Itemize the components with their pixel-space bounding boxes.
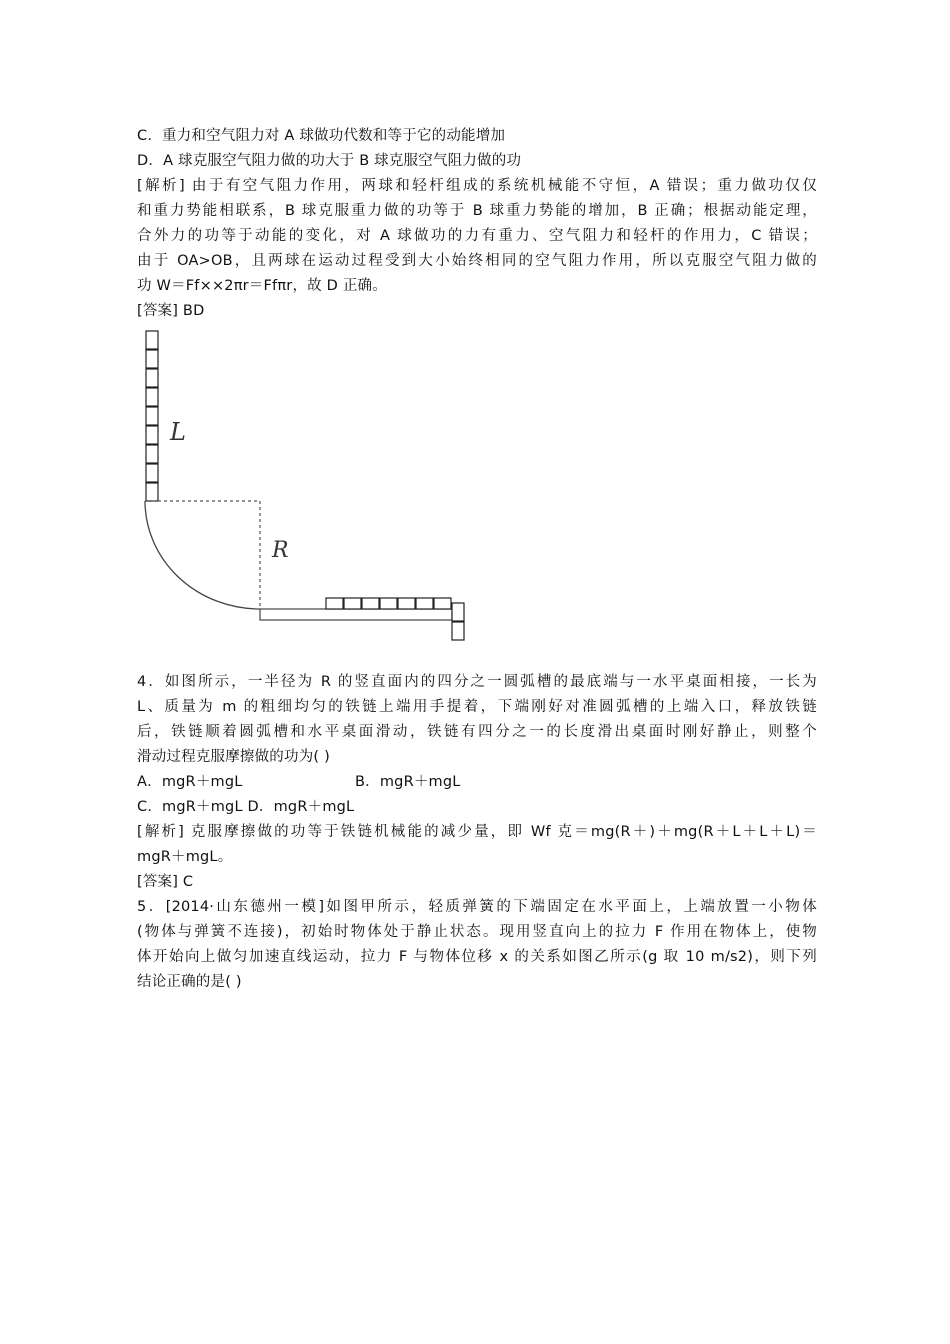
q3-analysis-line: 和重力势能相联系，B 球克服重力做的功等于 B 球重力势能的增加，B 正确；根据动能定理， — [137, 203, 817, 219]
q4-option-cd: C．mgR＋mgL D．mgR＋mgL — [137, 799, 355, 815]
q3-answer: [答案] BD — [137, 303, 205, 319]
q5-stem-line: 结论正确的是( ) — [137, 974, 242, 990]
q4-analysis-line: [解析] 克服摩擦做的功等于铁链机械能的减少量，即 Wf 克＝mg(R＋)＋mg(R＋L＋L＋L)＝ — [137, 824, 817, 840]
q5-stem-line: 5．[2014·山东德州一模]如图甲所示，轻质弹簧的下端固定在水平面上，上端放置一小物体 — [137, 899, 817, 915]
q5-stem-line: (物体与弹簧不连接)，初始时物体处于静止状态。现用竖直向上的拉力 F 作用在物体上，使物 — [137, 924, 817, 940]
q4-stem-line: L、质量为 m 的粗细均匀的铁链上端用手提着，下端刚好对准圆弧槽的上端入口，释放铁链 — [137, 699, 817, 715]
q4-stem-line: 4．如图所示，一半径为 R 的竖直面内的四分之一圆弧槽的最底端与一水平桌面相接，一长为 — [137, 674, 817, 690]
q3-analysis-line: 功 W＝Ff××2πr＝Ffπr，故 D 正确。 — [137, 278, 387, 294]
chain-track-figure — [130, 325, 480, 645]
label-R: R — [272, 538, 289, 563]
table-surface — [260, 609, 452, 620]
q4-option-a: A．mgR＋mgL — [137, 774, 243, 790]
q3-option-d: D．A 球克服空气阻力做的功大于 B 球克服空气阻力做的功 — [137, 153, 522, 169]
q3-analysis-line: [解析] 由于有空气阻力作用，两球和轻杆组成的系统机械能不守恒，A 错误；重力做功仅仅 — [137, 178, 817, 194]
vertical-chain — [146, 331, 158, 501]
hanging-chain — [452, 603, 464, 640]
horizontal-chain — [326, 598, 451, 609]
q4-analysis-line: mgR＋mgL。 — [137, 849, 233, 865]
q4-answer: [答案] C — [137, 874, 194, 890]
q3-option-c: C．重力和空气阻力对 A 球做功代数和等于它的动能增加 — [137, 128, 506, 144]
label-L: L — [170, 418, 186, 446]
quarter-arc-track — [145, 501, 260, 609]
q4-option-b: B．mgR＋mgL — [355, 774, 461, 790]
q5-stem-line: 体开始向上做匀加速直线运动，拉力 F 与物体位移 x 的关系如图乙所示(g 取 10 m/s2)，则下列 — [137, 949, 817, 965]
q4-stem-line: 后，铁链顺着圆弧槽和水平桌面滑动，铁链有四分之一的长度滑出桌面时刚好静止，则整个 — [137, 724, 817, 740]
q3-analysis-line: 由于 OA>OB，且两球在运动过程受到大小始终相同的空气阻力作用，所以克服空气阻力做的 — [137, 253, 817, 269]
q4-stem-line: 滑动过程克服摩擦做的功为( ) — [137, 749, 330, 765]
q3-analysis-line: 合外力的功等于动能的变化，对 A 球做功的力有重力、空气阻力和轻杆的作用力，C 错误； — [137, 228, 817, 244]
